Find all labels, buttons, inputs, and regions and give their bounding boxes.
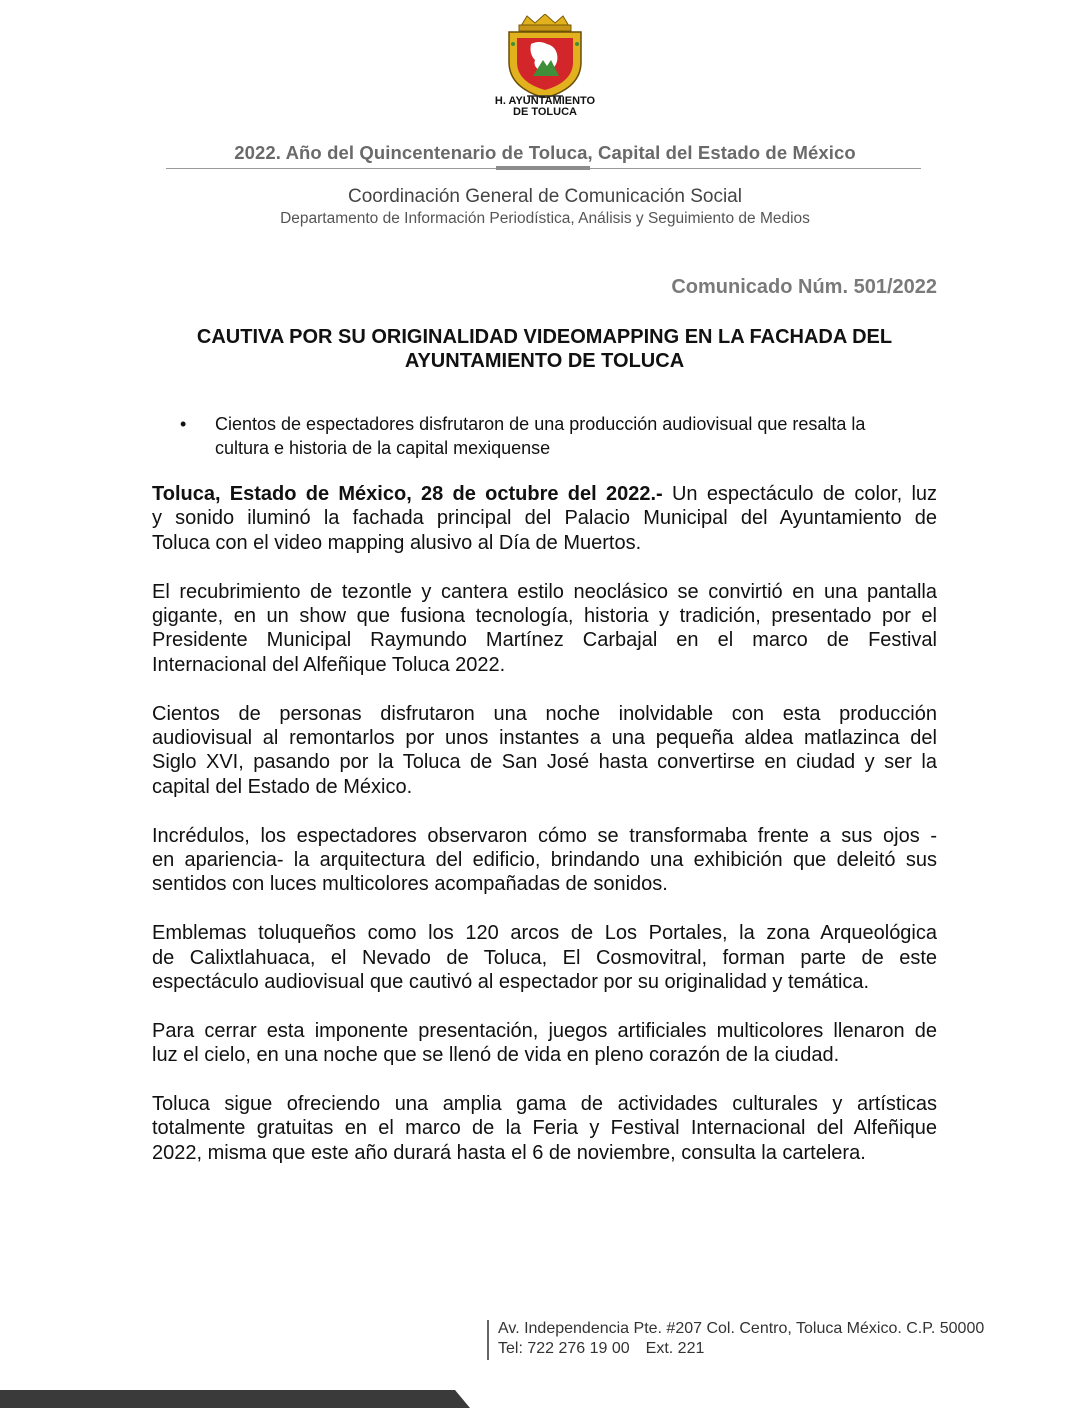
paragraph-line: Internacional del Alfeñique Toluca 2022.	[152, 653, 506, 676]
dateline: Toluca, Estado de México, 28 de octubre del 2022.-	[152, 483, 663, 505]
footer-address: Av. Independencia Pte. #207 Col. Centro, Toluca México. C.P. 50000	[498, 1320, 985, 1337]
paragraph-line: Emblemas toluqueños como los 120 arcos de Los Portales, la zona Arqueológica	[152, 922, 937, 945]
paragraph-line: luz el cielo, en una noche que se llenó de vida en pleno corazón de la ciudad.	[152, 1044, 840, 1067]
summary-bullet	[180, 412, 940, 460]
paragraph-line: de Calixtlahuaca, el Nevado de Toluca, El Cosmovitral, forman parte de este	[152, 946, 937, 969]
phone-number: Tel: 722 276 19 00	[498, 1340, 630, 1357]
logo-caption	[470, 96, 620, 118]
department-subtitle: Departamento de Información Periodística, Análisis y Seguimiento de Medios	[280, 210, 810, 227]
paragraph-2	[152, 580, 937, 678]
paragraph-line: en apariencia- la arquitectura del edificio, brindando una exhibición que deleitó sus	[152, 849, 937, 872]
footer-phone	[498, 1340, 704, 1358]
paragraph-line: Toluca sigue ofreciendo una amplia gama de actividades culturales y artísticas	[152, 1093, 937, 1116]
paragraph-line: y sonido iluminó la fachada principal del Palacio Municipal del Ayuntamiento de	[152, 507, 937, 530]
paragraph-line	[152, 482, 937, 506]
paragraph-5	[152, 921, 937, 994]
footer-divider	[487, 1320, 489, 1360]
paragraph-line: sentidos con luces multicolores acompañadas de sonidos.	[152, 873, 668, 896]
paragraph-text: Un espectáculo de color, luz	[662, 483, 938, 505]
paragraph-line: Incrédulos, los espectadores observaron cómo se transformaba frente a sus ojos -	[152, 824, 937, 847]
headline-line: AYUNTAMIENTO DE TOLUCA	[404, 350, 685, 372]
paragraph-line: audiovisual al remontarlos por unos instantes a una pequeña aldea matlazinca del	[152, 727, 937, 750]
headline-line: CAUTIVA POR SU ORIGINALIDAD VIDEOMAPPING EN LA FACHADA DEL	[196, 326, 893, 348]
header-divider-accent	[496, 166, 590, 170]
paragraph-3	[152, 702, 937, 800]
paragraph-line: 2022, misma que este año durará hasta el 6 de noviembre, consulta la cartelera.	[152, 1141, 866, 1164]
bullet-text-line: Cientos de espectadores disfrutaron de una producción audiovisual que resalta la	[215, 414, 866, 434]
shield-icon	[497, 14, 593, 98]
headline	[152, 325, 937, 373]
bullet-text-line: cultura e historia de la capital mexiquense	[215, 438, 551, 458]
paragraph-line: Para cerrar esta imponente presentación, juegos artificiales multicolores llenaron de	[152, 1019, 937, 1042]
paragraph-1	[152, 482, 937, 555]
paragraph-7	[152, 1092, 937, 1165]
paragraph-line: Cientos de personas disfrutaron una noche inolvidable con esta producción	[152, 702, 937, 725]
phone-extension: Ext. 221	[645, 1340, 705, 1357]
coordination-title: Coordinación General de Comunicación Social	[348, 186, 742, 207]
footer-bar	[0, 1390, 470, 1408]
bullet-icon: •	[180, 414, 187, 434]
logo-caption-line2: DE TOLUCA	[513, 106, 577, 118]
paragraph-line: Toluca con el video mapping alusivo al Día de Muertos.	[152, 531, 642, 554]
press-release-number: Comunicado Núm. 501/2022	[671, 276, 937, 298]
paragraph-line: El recubrimiento de tezontle y cantera estilo neoclásico se convirtió en una pantalla	[152, 580, 937, 603]
summary-bullets	[180, 412, 940, 460]
paragraph-4	[152, 824, 937, 897]
paragraph-line: espectáculo audiovisual que cautivó al espectador por su originalidad y temática.	[152, 971, 870, 994]
logo-caption-line1: H. AYUNTAMIENTO	[494, 95, 596, 107]
paragraph-line: totalmente gratuitas en el marco de la Feria y Festival Internacional del Alfeñique	[152, 1117, 937, 1140]
paragraph-line: Siglo XVI, pasando por la Toluca de San José hasta convertirse en ciudad y ser la	[152, 751, 937, 774]
paragraph-line: capital del Estado de México.	[152, 775, 413, 798]
paragraph-6	[152, 1019, 937, 1068]
paragraph-line: Presidente Municipal Raymundo Martínez Carbajal en el marco de Festival	[152, 629, 937, 652]
article-body	[152, 482, 937, 1190]
paragraph-line: gigante, en un show que fusiona tecnología, historia y tradición, presentado por el	[152, 605, 937, 628]
year-motto: 2022. Año del Quincentenario de Toluca, Capital del Estado de México	[234, 142, 856, 163]
